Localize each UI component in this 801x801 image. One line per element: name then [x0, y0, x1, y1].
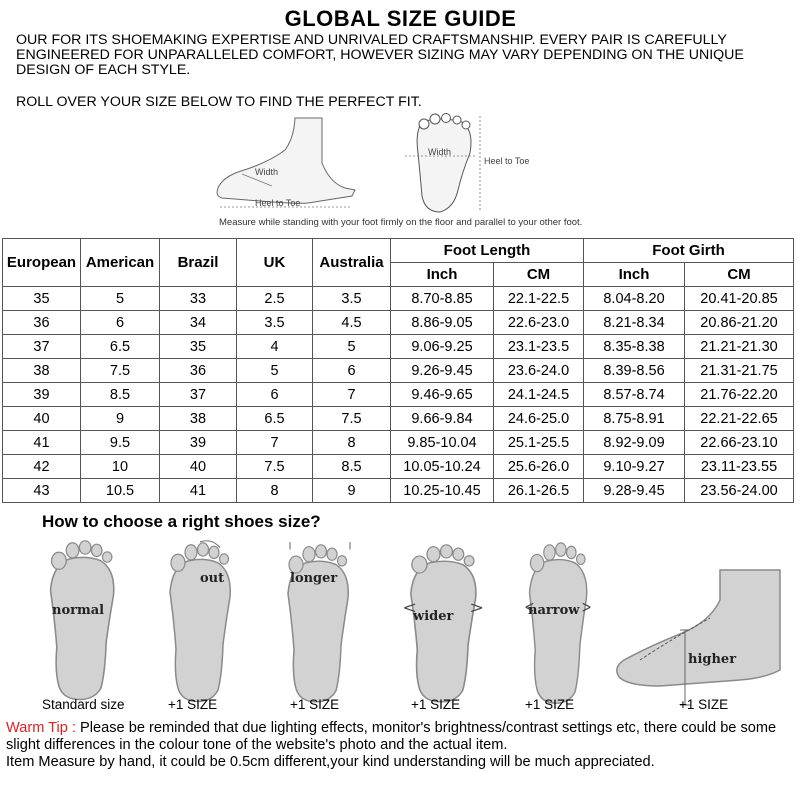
table-cell: 8.21-8.34 — [584, 311, 685, 335]
table-cell: 8.92-9.09 — [584, 431, 685, 455]
table-cell: 5 — [81, 287, 160, 311]
foot-normal-icon — [51, 541, 114, 700]
subheader-length-inch: Inch — [391, 263, 494, 287]
caption-longer: +1 SIZE — [290, 697, 340, 712]
foot-label-longer: longer — [290, 571, 338, 586]
table-cell: 35 — [3, 287, 81, 311]
side-heel-label: Heel to Toe — [255, 198, 301, 208]
table-cell: 8.75-8.91 — [584, 407, 685, 431]
table-cell: 8.39-8.56 — [584, 359, 685, 383]
table-cell: 7 — [313, 383, 391, 407]
table-cell: 25.1-25.5 — [494, 431, 584, 455]
header-australia: Australia — [313, 239, 391, 287]
table-cell: 8.5 — [313, 455, 391, 479]
header-foot-girth: Foot Girth — [584, 239, 794, 263]
warm-tip-label: Warm Tip : — [6, 720, 76, 736]
table-cell: 38 — [3, 359, 81, 383]
header-foot-length: Foot Length — [391, 239, 584, 263]
table-cell: 37 — [160, 383, 237, 407]
table-cell: 6 — [237, 383, 313, 407]
table-cell: 5 — [313, 335, 391, 359]
table-cell: 6 — [313, 359, 391, 383]
foot-label-higher: higher — [688, 652, 737, 667]
table-cell: 9 — [313, 479, 391, 503]
table-cell: 6.5 — [81, 335, 160, 359]
table-row — [3, 383, 794, 407]
table-cell: 39 — [3, 383, 81, 407]
caption-higher: +1 SIZE — [679, 697, 729, 712]
table-cell: 43 — [3, 479, 81, 503]
foot-out-icon — [170, 541, 230, 702]
caption-wider: +1 SIZE — [411, 697, 461, 712]
warm-tip-line2: Item Measure by hand, it could be 0.5cm different,your kind understanding will be much appreciated. — [6, 754, 655, 770]
table-cell: 4.5 — [313, 311, 391, 335]
foot-label-wider: wider — [413, 609, 454, 624]
table-cell: 9.28-9.45 — [584, 479, 685, 503]
table-cell: 8.57-8.74 — [584, 383, 685, 407]
table-row — [3, 359, 794, 383]
table-cell: 40 — [160, 455, 237, 479]
side-foot-icon — [217, 118, 355, 208]
header-uk: UK — [237, 239, 313, 287]
foot-label-out: out — [200, 571, 225, 586]
table-cell: 9.06-9.25 — [391, 335, 494, 359]
foot-narrow-icon — [526, 543, 591, 703]
caption-narrow: +1 SIZE — [525, 697, 575, 712]
table-cell: 23.56-24.00 — [685, 479, 794, 503]
subheader-length-cm: CM — [494, 263, 584, 287]
page-title: GLOBAL SIZE GUIDE — [284, 6, 517, 31]
side-width-label: Width — [255, 167, 279, 177]
table-cell: 8 — [313, 431, 391, 455]
measure-note: Measure while standing with your foot firmly on the floor and parallel to your other foot. — [219, 217, 583, 228]
table-cell: 7 — [237, 431, 313, 455]
foot-measure-diagram — [200, 108, 630, 233]
sole-foot-icon — [405, 114, 529, 213]
header-european: European — [3, 239, 81, 287]
foot-longer-icon — [288, 542, 350, 702]
table-cell: 23.11-23.55 — [685, 455, 794, 479]
table-cell: 7.5 — [237, 455, 313, 479]
table-row — [3, 407, 794, 431]
table-cell: 24.1-24.5 — [494, 383, 584, 407]
table-cell: 22.66-23.10 — [685, 431, 794, 455]
table-row — [3, 431, 794, 455]
table-row — [3, 455, 794, 479]
table-cell: 36 — [160, 359, 237, 383]
header-brazil: Brazil — [160, 239, 237, 287]
table-cell: 6 — [81, 311, 160, 335]
table-cell: 23.1-23.5 — [494, 335, 584, 359]
foot-label-narrow: narrow — [528, 603, 580, 618]
table-cell: 41 — [3, 431, 81, 455]
table-cell: 8.04-8.20 — [584, 287, 685, 311]
table-cell: 24.6-25.0 — [494, 407, 584, 431]
table-row — [3, 311, 794, 335]
table-cell: 8.5 — [81, 383, 160, 407]
table-cell: 10.05-10.24 — [391, 455, 494, 479]
table-cell: 38 — [160, 407, 237, 431]
table-cell: 9.26-9.45 — [391, 359, 494, 383]
caption-out: +1 SIZE — [168, 697, 218, 712]
table-cell: 9.85-10.04 — [391, 431, 494, 455]
table-cell: 8.70-8.85 — [391, 287, 494, 311]
table-cell: 10 — [81, 455, 160, 479]
warm-tip — [6, 720, 798, 771]
rollover-instruction: ROLL OVER YOUR SIZE BELOW TO FIND THE PERFECT FIT. — [16, 94, 422, 110]
table-cell: 41 — [160, 479, 237, 503]
table-cell: 21.76-22.20 — [685, 383, 794, 407]
table-cell: 9.46-9.65 — [391, 383, 494, 407]
warm-tip-line1: Please be reminded that due lighting effects, monitor's brightness/contrast settings etc, there could be some slight differences in the colour tone of the website's photo and the actual item. — [6, 720, 777, 753]
subheader-girth-inch: Inch — [584, 263, 685, 287]
table-cell: 36 — [3, 311, 81, 335]
table-cell: 8.35-8.38 — [584, 335, 685, 359]
sole-heel-label: Heel to Toe — [484, 156, 530, 166]
table-cell: 40 — [3, 407, 81, 431]
table-cell: 4 — [237, 335, 313, 359]
table-cell: 20.86-21.20 — [685, 311, 794, 335]
table-cell: 3.5 — [313, 287, 391, 311]
foot-label-normal: normal — [52, 603, 105, 618]
table-cell: 21.31-21.75 — [685, 359, 794, 383]
howto-heading: How to choose a right shoes size? — [42, 512, 321, 531]
table-cell: 7.5 — [313, 407, 391, 431]
table-cell: 8.86-9.05 — [391, 311, 494, 335]
table-cell: 25.6-26.0 — [494, 455, 584, 479]
table-cell: 7.5 — [81, 359, 160, 383]
sole-width-label: Width — [428, 147, 452, 157]
table-cell: 23.6-24.0 — [494, 359, 584, 383]
table-cell: 6.5 — [237, 407, 313, 431]
table-cell: 22.21-22.65 — [685, 407, 794, 431]
table-cell: 22.6-23.0 — [494, 311, 584, 335]
intro-text: OUR FOR ITS SHOEMAKING EXPERTISE AND UNRIVALED CRAFTSMANSHIP. EVERY PAIR IS CAREFULLY ENGINEERED FOR UNPARALLELED COMFORT, HOWEVER SIZING MAY VARY DEPENDING ON THE UNIQUE DESIGN OF EACH STYLE. — [16, 32, 744, 78]
table-cell: 35 — [160, 335, 237, 359]
table-cell: 9.5 — [81, 431, 160, 455]
table-cell: 8 — [237, 479, 313, 503]
size-table — [2, 238, 794, 503]
table-cell: 42 — [3, 455, 81, 479]
table-cell: 9.10-9.27 — [584, 455, 685, 479]
header-american: American — [81, 239, 160, 287]
table-cell: 9.66-9.84 — [391, 407, 494, 431]
table-cell: 3.5 — [237, 311, 313, 335]
table-cell: 34 — [160, 311, 237, 335]
table-cell: 9 — [81, 407, 160, 431]
table-cell: 5 — [237, 359, 313, 383]
table-cell: 26.1-26.5 — [494, 479, 584, 503]
subheader-girth-cm: CM — [685, 263, 794, 287]
table-row — [3, 287, 794, 311]
foot-higher-icon — [617, 570, 780, 705]
table-cell: 33 — [160, 287, 237, 311]
table-cell: 2.5 — [237, 287, 313, 311]
table-cell: 21.21-21.30 — [685, 335, 794, 359]
table-row — [3, 479, 794, 503]
table-row — [3, 335, 794, 359]
table-cell: 37 — [3, 335, 81, 359]
table-cell: 20.41-20.85 — [685, 287, 794, 311]
table-cell: 10.25-10.45 — [391, 479, 494, 503]
table-cell: 39 — [160, 431, 237, 455]
table-cell: 22.1-22.5 — [494, 287, 584, 311]
table-cell: 10.5 — [81, 479, 160, 503]
foot-fit-illustrations — [20, 530, 800, 720]
caption-standard: Standard size — [42, 697, 125, 712]
